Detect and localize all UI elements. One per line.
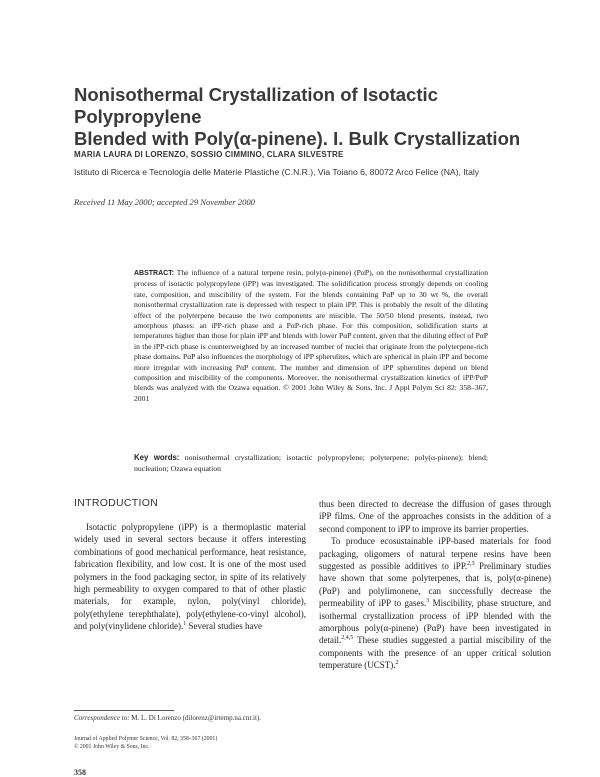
text-segment: Isotactic polypropylene (iPP) is a thermoplastic material widely used in several sectors because it offers interesting combinations of good mechanical performance, heat resistance, fabrication flexibility, and low cost. It is one of the most used polymers in the food packaging sector, in spite of its relatively high permeability to oxygen compared to that of other plastic materials, for example, nylon, poly(vinyl chloride), poly(ethylene terephthalate), poly(ethylene-co-vinyl alcohol), and poly(vinylidene chloride). bbox=[74, 522, 306, 632]
journal-copyright: © 2001 John Wiley & Sons, Inc. bbox=[74, 743, 150, 750]
text-segment: Preliminary studies have shown that some polyterpenes, that is, poly(α-pinene) (PαP) and polylimonene, can successfully decrease the permeability of iPP to gases. bbox=[319, 561, 551, 609]
keywords bbox=[134, 453, 488, 474]
title-line-1: Nonisothermal Crystallization of Isotactic Polypropylene bbox=[74, 84, 438, 127]
authors: MARIA LAURA DI LORENZO, SOSSIO CIMMINO, CLARA SILVESTRE bbox=[74, 150, 344, 159]
abstract bbox=[134, 268, 488, 404]
text-segment: Miscibility, phase structure, and isothermal crystallization process of iPP blended with the amorphous poly(α-pinene) (PαP) have been investigated in detail. bbox=[319, 598, 551, 646]
affiliation: Istituto di Ricerca e Tecnologia delle Materie Plastiche (C.N.R.), Via Toiano 6, 80072 Arco Felice (NA), Italy bbox=[74, 167, 480, 177]
footnote-rule bbox=[74, 710, 174, 711]
journal-citation: Journal of Applied Polymer Science, Vol. 82, 358–367 (2001) bbox=[74, 736, 218, 742]
paragraph bbox=[319, 535, 551, 671]
received-dates: Received 11 May 2000; accepted 29 November 2000 bbox=[74, 197, 255, 207]
column-right bbox=[319, 498, 551, 672]
abstract-label: ABSTRACT: bbox=[134, 270, 175, 277]
paper-title bbox=[74, 84, 544, 150]
correspondence-text: M. L. Di Lorenzo (dilorenz@irtemp.na.cnr.it). bbox=[129, 714, 261, 722]
column-left bbox=[74, 521, 306, 633]
correspondence-footnote bbox=[74, 714, 306, 723]
keywords-text: nonisothermal crystallization; isotactic polypropylene; polyterpene; poly(α-pinene); blend; nucleation; Ozawa equation bbox=[134, 453, 489, 473]
correspondence-label: Correspondence to: bbox=[74, 714, 130, 722]
section-heading-introduction: INTRODUCTION bbox=[74, 497, 159, 509]
paragraph bbox=[74, 521, 306, 633]
keywords-label: Key words: bbox=[134, 453, 180, 462]
citation: 1 bbox=[183, 621, 187, 628]
text-segment: To produce ecosustainable iPP-based materials for food packaging, oligomers of natural terpene resins have been suggested as possible additives to iPP. bbox=[319, 536, 551, 572]
paragraph: thus been directed to decrease the diffusion of gases through iPP films. One of the approaches consists in the addition of a second component to iPP to improve its barrier properties. bbox=[319, 499, 551, 534]
page-number: 358 bbox=[74, 768, 86, 777]
citation: 3 bbox=[426, 598, 430, 605]
journal-info bbox=[74, 736, 217, 751]
citation: 2,4,5 bbox=[341, 635, 354, 642]
title-line-2: Blended with Poly(α-pinene). I. Bulk Crystallization bbox=[74, 128, 521, 149]
citation: 2 bbox=[395, 660, 399, 667]
text-segment: Several studies have bbox=[186, 621, 262, 632]
text-segment: These studies suggested a partial miscibility of the components with the presence of an upper critical solution temperature (UCST). bbox=[319, 635, 551, 671]
abstract-text: The influence of a natural terpene resin, poly(α-pinene) (PαP), on the nonisothermal crystallization process of isotactic polypropylene (iPP) was investigated. The solidification process strongly depends on cooling rate, composition, and miscibility of the system. For the blends containing PαP up to 30 wt %, the overall nonisothermal crystallization rate is depressed with respect to plain iPP. This is probably the result of the diluting effect of the polyterpene because the two components are miscible. The 50/50 blend presents, instead, two amorphous phases: an iPP-rich phase and a PαP-rich phase. For this composition, solidification starts at temperatures higher than those for plain iPP and blends with lower PαP content, given that the diluting effect of PαP in the iPP-rich phase is counterweighted by an increased number of nuclei that originate from the polyterpene-rich phase domains. PαP also influences the morphology of iPP spherulites, which are spherical in plain iPP and become more irregular with increasing PαP content. The number and dimension of iPP spherulites depend on blend composition and miscibility of the components. Moreover, the nonisothermal crystallization kinetics of iPP/PαP blends was analyzed with the Ozawa equation. © 2001 John Wiley & Sons, Inc. J Appl Polym Sci 82: 358–367, 2001 bbox=[134, 268, 489, 403]
citation: 2,3 bbox=[467, 561, 475, 568]
